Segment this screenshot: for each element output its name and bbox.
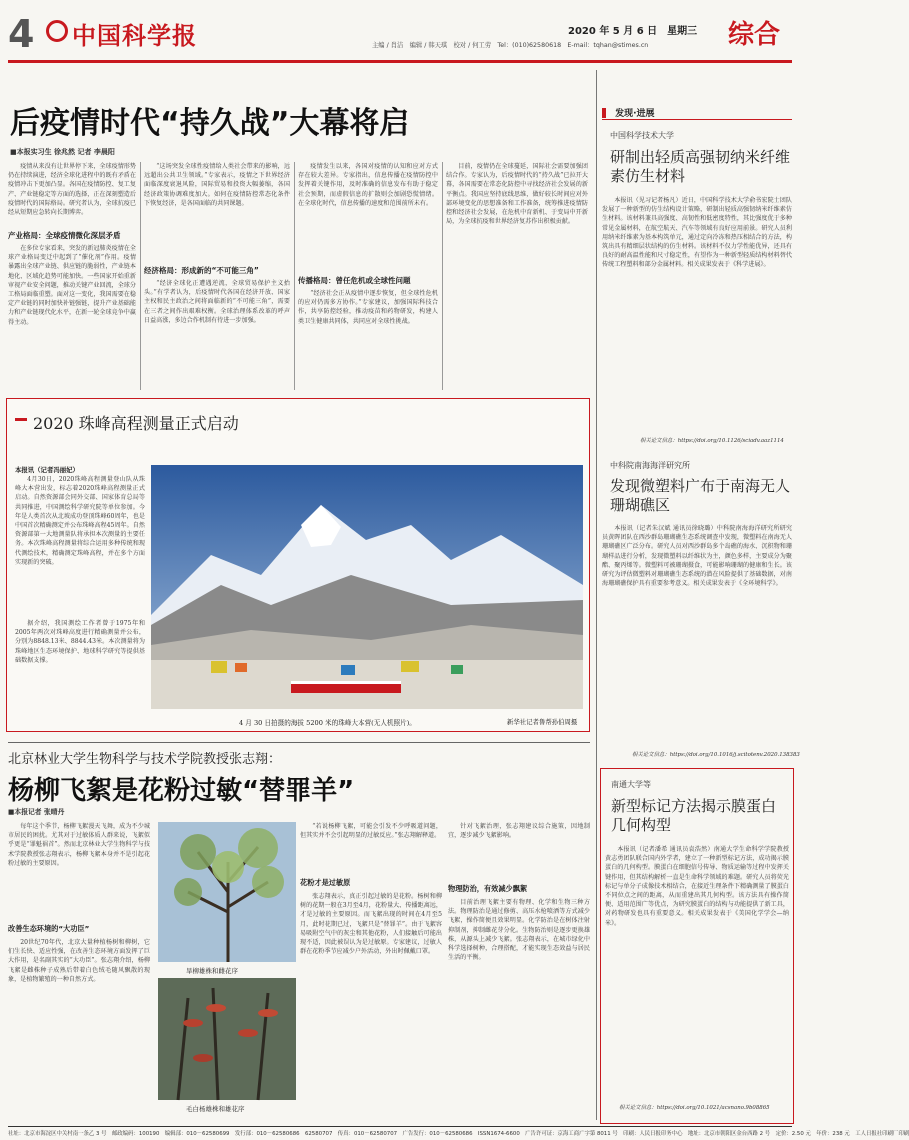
lead-col-sep-1 [140, 162, 141, 390]
poplar-col-3: 针对飞絮治理，张志翔建议综合施策，因地制宜，逐步减少飞絮影响。 [448, 823, 590, 840]
masthead [0, 0, 800, 62]
lead-byline: ■本报实习生 徐兆然 记者 李晨阳 [10, 148, 115, 156]
sidebar-a2-body: 本报讯（记者朱汉斌 通讯员徐晓璐）中科院南海海洋研究所研究员黄晖团队在西沙群岛珊瑚礁生态系统调查中发现，微塑料在南海无人珊瑚礁区广泛分布。研究人员对西沙群岛多个岛礁的海水、沉积物和珊瑚样品进行分析，发现微塑料以纤维状为主，颜色多样，主要成分为聚酯、聚丙烯等。微塑料可被珊瑚摄食，可能影响珊瑚的健康和生长。该研究为评估微塑料对珊瑚礁生态系统的潜在风险提供了基础数据，对南海珊瑚礁保护具有重要参考意义。相关成果发表于《全环境科学》。 [602, 525, 792, 588]
everest-body-2: 据介绍，我国测绘工作者曾于1975年和2005年两次对珠峰高度进行精确测量并公布，分别为8848.13米、8844.43米。本次测量将为珠峰地区生态环境保护、地球科学研究等提供基础数据支撑。 [15, 620, 145, 664]
sidebar-a2-org: 中科院南海海洋研究所 [610, 461, 690, 470]
everest-caption: 4 月 30 日拍摄的海拔 5200 米的珠峰大本营(无人机照片)。 [239, 719, 416, 727]
poplar-title: 杨柳飞絮是花粉过敏“替罪羊” [8, 776, 355, 806]
sidebar-a3-box [600, 768, 794, 1124]
sidebar-a3-link: 相关论文信息：https://doi.org/10.1021/acsnano.9b08865 [619, 1105, 770, 1111]
everest-accent [15, 418, 27, 421]
sidebar-a3-body: 本报讯（记者潘希 通讯员袁浩然）南通大学生命科学学院教授黄志勇团队联合国内外学者，建立了一种新型标记方法，成功揭示膜蛋白的几何构型。膜蛋白在细胞信号传导、物质运输等过程中发挥关键作用，但其结构解析一直是生命科学领域的难题。研究人员将荧光标记与单分子成像技术相结合，在接近生理条件下精确测量了膜蛋白不同位点之间的距离，从而重建出其几何构型。该方法具有操作简便、适用范围广等优点，为研究膜蛋白的结构与功能提供了新工具，对药物研发也具有重要意义。相关成果发表于《美国化学学会—纳米》。 [605, 846, 789, 927]
issue-date: 2020 年 5 月 6 日 星期三 [568, 26, 698, 37]
sidebar-a3-org: 南通大学等 [611, 780, 651, 789]
everest-title: 2020 珠峰高程测量正式启动 [33, 414, 239, 433]
poplar-photo-art [158, 978, 296, 1100]
poplar-kicker: 北京林业大学生物科学与技术学院教授张志翔： [8, 752, 282, 767]
poplar-col-1b: 20世纪70年代，北京大量种植杨树和柳树，它们生长快、适应性强，在改善生态环境方面发挥了巨大作用，是名副其实的“大功臣”。张志翔介绍，杨柳飞絮是雌株种子成熟后带着白色绒毛随风飘散的现象，是植物繁殖的一种自然方式。 [8, 939, 150, 983]
lead-subhead-1: 产业格局：全球疫情微化深层矛盾 [8, 231, 121, 240]
sidebar-a2-title: 发现微塑料广布于南海无人珊瑚礁区 [610, 477, 791, 514]
everest-box [6, 398, 590, 732]
sidebar-a1-org: 中国科学技术大学 [610, 131, 674, 140]
everest-byline: 本报讯（记者冯丽妃） [15, 466, 79, 474]
willow-photo-art [158, 822, 296, 962]
lead-col-4: 目前，疫情仍在全球蔓延，国际社会需要加强团结合作。专家认为，后疫情时代的“持久战”已拉开大幕，各国需要在常态化防控中寻找经济社会发展的新平衡点。我国应坚持底线思维，做好较长时间应对外部环境变化的思想准备和工作准备，统筹推进疫情防控和经济社会发展，在危机中育新机、于变局中开新局，为全球抗疫和世界经济复苏作出积极贡献。 [446, 163, 588, 226]
sidebar-a1-link: 相关论文信息：https://doi.org/10.1126/sciadv.aaz1114 [640, 438, 784, 444]
poplar-col-2b: 张志翔表示，真正引起过敏的是花粉。杨树和柳树的花期一般在3月至4月，花粉量大、传播距离远，才是过敏的主要原因。而飞絮出现的时间在4月至5月，此时花期已过，飞絮只是“替罪羊”。由于飞絮容易吸附空气中的灰尘和其他花粉，人们接触后可能出现不适，因此被误认为是过敏原。专家建议，过敏人群在花粉季节应减少户外活动，外出时佩戴口罩。 [300, 893, 442, 956]
lead-col-1: 疫情从来没有让世界停下来，全球疫情形势仍在持续演进，经济全球化进程中的既有矛盾在疫情冲击下更加凸显。各国在疫情防控、复工复产、产业链稳定等方面的选择，正在深刻塑造后疫情时代的国际格局。研究者认为，全球抗疫已经从短期应急转向长期博弈。 [8, 163, 136, 217]
paper-name: 中国科学报 [72, 21, 197, 50]
sidebar-section-label [602, 102, 792, 120]
staff-line: 主编 / 肖洁 编辑 / 韩天琪 校对 / 何工劳 Tel：(010)62580618 E-mail：tqhan@stimes.cn [372, 42, 649, 49]
sidebar-a1-title: 研制出轻质高强韧纳米纤维素仿生材料 [610, 148, 791, 185]
poplar-top-rule [8, 742, 590, 743]
poplar-subhead-2: 花粉才是过敏原 [300, 878, 351, 887]
sidebar-a1-body: 本报讯（见习记者杨凡）近日，中国科学技术大学俞书宏院士团队发展了一种新型的仿生结构设计策略，研制出轻质高强韧纳米纤维素仿生材料。该材料兼具高强度、高韧性和低密度特性，其比强度优于多种常见金属材料，在航空航天、汽车等领域有良好应用前景。研究人员利用纳米纤维素为基本构筑单元，通过定向冷冻和热压相结合的方法，构筑出具有精细层状结构的仿生材料。该材料不仅力学性能优异，还具有良好的耐高温性能和尺寸稳定性，有望作为一种新型轻质结构材料替代传统工程塑料和部分金属材料。相关成果发表于《科学进展》。 [602, 197, 792, 269]
footer-line: 社址：北京市海淀区中关村南一条乙 3 号 邮政编码：100190 编辑部：010－62580699 发行部：010－62580686 62580707 传真：010－62580707 广告发行：010－62580686 ISSN1674-6600 广告许可证：京海工商广字第 8011 号 印刷：人民日报印务中心 地址：北京市朝阳区金台西路 2 号 定价：2.50 元 年价：238 元 工人日报社印刷厂印刷 [8, 1131, 909, 1137]
poplar-subhead-1: 改善生态环境的“大功臣” [8, 924, 90, 933]
lead-col-1b: 在多位专家看来，突发的新冠肺炎疫情在全球产业格局变迁中起到了“催化剂”作用。疫情暴露出全球产业链、供应链的脆弱性，产业链本地化、区域化趋势可能加快。一些国家开始重新审视产业安全问题，推动关键产业回流，全球分工格局面临重塑。面对这一变化，我国需要在稳定产业链的同时加快补链强链，提升产业基础能力和产业链现代化水平，在新一轮全球竞争中赢得主动。 [8, 245, 136, 326]
sidebar-section-mark [602, 108, 606, 118]
page-number: 4 [8, 12, 35, 56]
poplar-subhead-3: 物理防治，有效减少飘絮 [448, 884, 528, 893]
sidebar-divider [596, 70, 597, 1120]
sidebar-a2-link: 相关论文信息：https://doi.org/10.1016/j.scitotenv.2020.138383 [632, 752, 800, 758]
poplar-photo-2 [158, 978, 296, 1100]
everest-credit: 新华社记者鲁帮孙伯周摄 [507, 718, 578, 726]
paper-logo-mark [46, 20, 68, 42]
masthead-rule [8, 60, 792, 63]
poplar-caption-2: 毛白杨雄株和雄花序 [186, 1105, 245, 1113]
sidebar-a3-title: 新型标记方法揭示膜蛋白几何构型 [611, 797, 777, 834]
everest-photo [151, 465, 583, 709]
lead-subhead-3: 传播格局：曾任危机或全球性问题 [298, 276, 411, 285]
poplar-col-1: 每年这个季节，杨柳飞絮漫天飞舞，成为不少城市居民的困扰。尤其对于过敏体质人群来说，飞絮似乎更是“罪魁祸首”。然而北京林业大学生物科学与技术学院教授张志翔表示，杨柳飞絮本身并不是引起花粉过敏的主要原因。 [8, 823, 150, 867]
lead-col-sep-3 [442, 162, 443, 390]
everest-body-1: 4月30日，2020珠峰高程测量登山队从珠峰大本营出发，标志着2020珠峰高程测量正式启动。自然资源部会同外交部、国家体育总局等共同推进，中国测绘科学研究院等单位参加。今年是人类首次从北坡成功登顶珠峰60周年，也是中国首次精确测定并公布珠峰高程45周年。自然资源部第一大地测量队将承担本次测量的主要任务。本次珠峰高程测量将综合运用多种传统和现代测绘技术，精确测定珠峰高程，并在多个方面实现新的突破。 [15, 476, 145, 566]
poplar-caption-1: 旱柳雄株和雌花序 [186, 967, 238, 975]
everest-photo-art [151, 465, 583, 709]
poplar-byline: ■本报记者 张晴丹 [8, 808, 65, 816]
section-label: 综合 [728, 20, 781, 50]
lead-col-2: “这场突发全球性疫情给人类社会带来的影响，远远超出公共卫生领域。”专家表示，疫情之下世界经济面临深度衰退风险，国际贸易和投资大幅萎缩，各国经济政策协调难度加大。如何在疫情防控常态化条件下恢复经济，是各国面临的共同课题。 [144, 163, 290, 207]
sidebar-section-text: 发现·进展 [615, 109, 655, 119]
lead-col-3: 疫情发生以来，各国对疫情的认知和应对方式存在较大差异。专家指出，信息传播在疫情防控中发挥着关键作用，及时准确的信息发布有助于稳定社会预期，而虚假信息的扩散则会加剧恐慌情绪。在全球化时代，信息传播的速度和范围前所未有。 [298, 163, 438, 207]
lead-col-2b: “经济全球化正遭遇逆流，全球贸易保护主义抬头。”有学者认为，后疫情时代各国在经济开放、国家主权和民主政治之间将面临新的“不可能三角”，需要在三者之间作出艰难权衡。全球治理体系改革的呼声日益高涨，多边合作机制有待进一步加强。 [144, 280, 290, 324]
poplar-col-2: “若说杨柳飞絮，可能会引发不少呼吸道问题，但其实并不会引起明显的过敏反应。”张志翔解释道。 [300, 823, 442, 840]
lead-title: 后疫情时代“持久战”大幕将启 [10, 106, 410, 141]
poplar-col-3b: 目前治理飞絮主要有物理、化学和生物三种方法。物理防治是通过修剪、高压水枪喷洒等方式减少飞絮，操作简便且效果明显。化学防治是在树体注射抑制剂，抑制雌花芽分化。生物防治则是逐步更换雄株，从源头上减少飞絮。张志翔表示，在城市绿化中科学选择树种，合理搭配，才能实现生态效益与居民生活的平衡。 [448, 899, 590, 962]
lead-col-3b: “经济社会正从疫情中逐步恢复，但全球性危机的应对仍需多方协作。”专家建议，加强国际科技合作，共享防控经验，推动疫苗和药物研发，构建人类卫生健康共同体，共同应对全球性挑战。 [298, 290, 438, 325]
lead-subhead-2: 经济格局：形成新的“不可能三角” [144, 266, 259, 275]
footer-rule [8, 1126, 792, 1127]
poplar-photo-1 [158, 822, 296, 962]
lead-col-sep-2 [294, 162, 295, 390]
